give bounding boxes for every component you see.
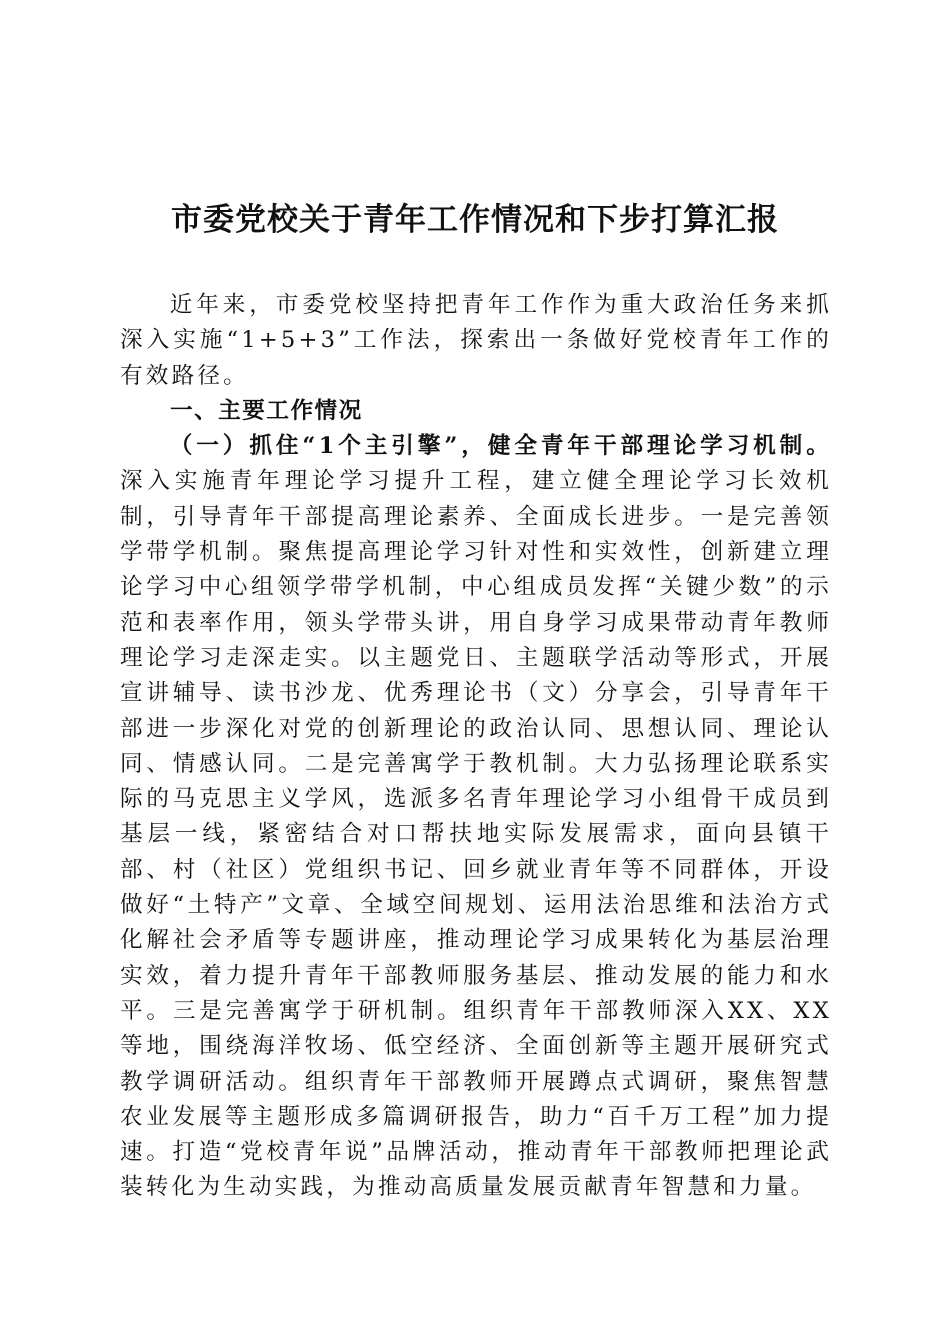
subsection-body: 深入实施青年理论学习提升工程，建立健全理论学习长效机制，引导青年干部提高理论素养、全面成长进步。一是完善领学带学机制。聚焦提高理论学习针对性和实效性，创新建立理论学习中心组领学带学机制，中心组成员发挥“关键少数”的示范和表率作用，领头学带头讲，用自身学习成果带动青年教师理论学习走深走实。以主题党日、主题联学活动等形式，开展宣讲辅导、读书沙龙、优秀理论书（文）分享会，引导青年干部进一步深化对党的创新理论的政治认同、思想认同、理论认同、情感认同。二是完善寓学于教机制。大力弘扬理论联系实际的马克思主义学风，选派多名青年理论学习小组骨干成员到基层一线，紧密结合对口帮扶地实际发展需求，面向县镇干部、村（社区）党组织书记、回乡就业青年等不同群体，开设做好“土特产”文章、全域空间规划、运用法治思维和法治方式化解社会矛盾等专题讲座，推动理论学习成果转化为基层治理实效，着力提升青年干部教师服务基层、推动发展的能力和水平。三是完善寓学于研机制。组织青年干部教师深入XX、XX等地，围绕海洋牧场、低空经济、全面创新等主题开展研究式教学调研活动。组织青年干部教师开展蹲点式调研，聚焦智慧农业发展等主题形成多篇调研报告，助力“百千万工程”加力提速。打造“党校青年说”品牌活动，推动青年干部教师把理论武装转化为生动实践，为推动高质量发展贡献青年智慧和力量。 xyxy=(120,468,832,1201)
subsection-paragraph xyxy=(120,429,832,1206)
intro-paragraph: 近年来，市委党校坚持把青年工作作为重大政治任务来抓深入实施“1+5+3”工作法，探索出一条做好党校青年工作的有效路径。 xyxy=(120,292,832,389)
document-title: 市委党校关于青年工作情况和下步打算汇报 xyxy=(171,202,779,238)
document-body xyxy=(120,288,832,1206)
subsection-heading: （一）抓住“1个主引擎”，健全青年干部理论学习机制。 xyxy=(169,433,832,460)
section-heading: 一、主要工作情况 xyxy=(170,397,363,424)
